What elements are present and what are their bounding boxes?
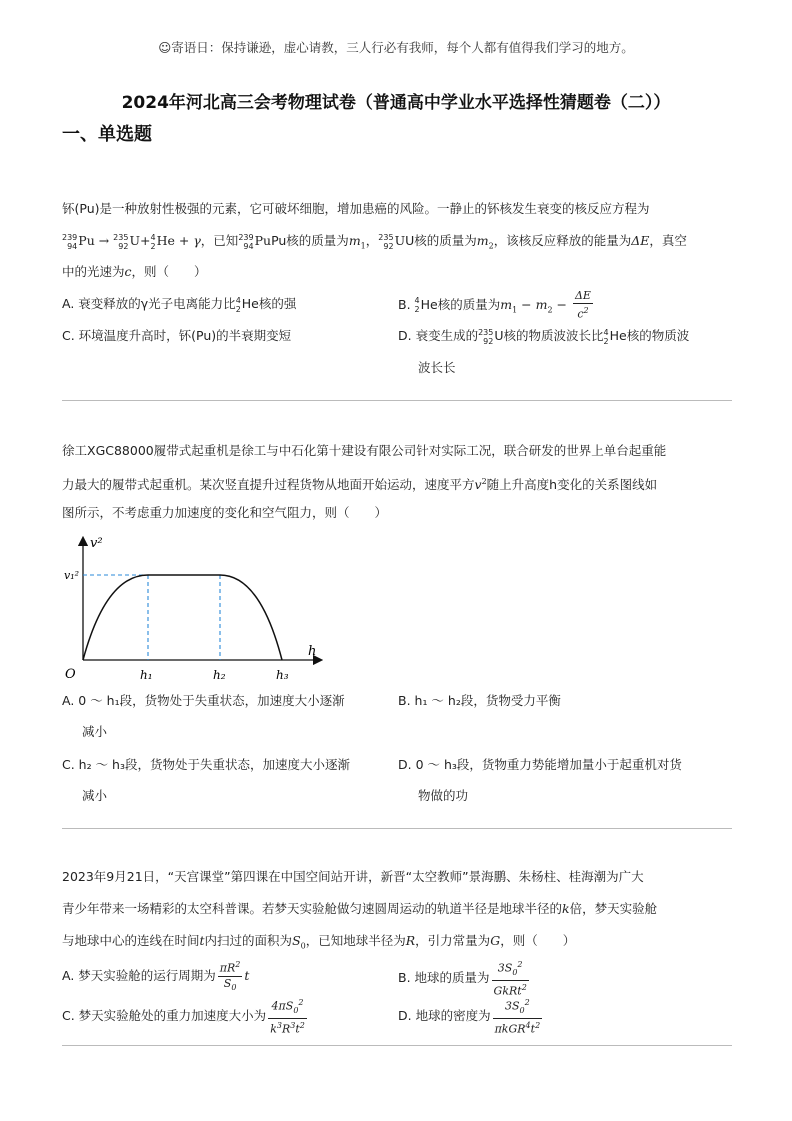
v2-h-graph [60, 533, 330, 685]
he-symbol: He [156, 233, 175, 248]
m1-symbol: m [348, 233, 361, 248]
gamma-symbol: γ [193, 233, 201, 248]
q2-option-c-line2: 减小 [82, 788, 108, 803]
y-axis-label: v² [90, 536, 103, 551]
q3-option-b[interactable] [398, 958, 531, 999]
q3-line2b: 倍，梦天实验舱 [569, 901, 658, 916]
q1-then: ，则（ ） [131, 264, 207, 279]
q1-option-c[interactable]: C. 环境温度升高时，钚(Pu)的半衰期变短 [62, 328, 292, 343]
q2-option-d[interactable]: D. 0 ～ h₃段，货物重力势能增加量小于起重机对货 [398, 757, 682, 772]
x-tick-h2: h₂ [213, 668, 226, 682]
q1-option-d-tail: He核的物质波 [609, 328, 690, 343]
q1-option-d-mid: U核的物质波波长比 [494, 328, 604, 343]
q1-line1: 钚(Pu)是一种放射性极强的元素，它可破坏细胞，增加患癌的风险。一静止的钚核发生衰变的核反应方程为 [62, 201, 650, 216]
q1-line3 [62, 257, 734, 287]
q1-line3-text: 中的光速为 [62, 264, 125, 279]
q2-line3: 图所示，不考虑重力加速度的变化和空气阻力，则（ ） [62, 505, 388, 520]
q3-line3e: ，则（ ） [500, 933, 576, 948]
q3-b-fraction: $\frac{3S_0^2}{GkRt^2}$ [493, 960, 527, 998]
series-curve [83, 575, 282, 660]
c-symbol: c [124, 264, 132, 279]
g-symbol: G [490, 933, 501, 948]
q1-u-mass-text: U核的质量为 [405, 233, 477, 248]
q1-option-b-label: B. [398, 296, 415, 312]
motto-line: ☺寄语日：保持谦逊，虚心请教，三人行必有我师，每个人都有值得我们学习的地方。 [158, 40, 634, 55]
k-symbol: k [562, 901, 570, 916]
divider-2 [62, 828, 732, 829]
q1-option-d[interactable]: D. 衰变生成的235 92U核的物质波波长比4 2He核的物质波 [398, 327, 690, 346]
q3-option-d-text: D. 地球的密度为 [398, 1007, 491, 1023]
q1-line2: 239 94Pu → 235 92U+4 2He + γ，已知239 94PuPu核的质量为$m_1$，235 92UU核的质量为$m_2$，该核反应释放的能量为ΔE，真空 [62, 232, 687, 251]
origin-label: O [65, 667, 76, 682]
q3-line1: 2023年9月21日，“天宫课堂”第四课在中国空间站开讲，新晋“太空教师”景海鹏、朱杨柱、桂海潮为广大 [62, 869, 644, 884]
x-tick-h1: h₁ [140, 668, 153, 682]
q3-line3b: 内扫过的面积为 [204, 933, 293, 948]
q2-line2b: 随上升高度h变化的关系图线如 [486, 477, 658, 493]
q3-option-a-text: A. 梦天实验舱的运行周期为 [62, 967, 216, 983]
q2-line2a: 力最大的履带式起重机。某次竖直提升过程货物从地面开始运动，速度平方 [62, 477, 475, 493]
exam-title: 2024年河北高三会考物理试卷（普通高中学业水平选择性猜题卷（二）） [121, 93, 671, 113]
pu-symbol: Pu [78, 233, 95, 248]
q2-line2: 力最大的履带式起重机。某次竖直提升过程货物从地面开始运动，速度平方$v^2$随上升高度h变化的关系图线如 [62, 477, 658, 493]
q1-release-text: ，该核反应释放的能量为 [493, 233, 632, 248]
q1-option-b[interactable]: B. 4 2He核的质量为$m_1 - m_2$ − $\frac{\Delta E}{c^2}$ [398, 289, 591, 321]
s0-symbol: S [292, 933, 301, 948]
q1-vacuum-text: ，真空 [649, 233, 687, 248]
q2-option-d-line2: 物做的功 [418, 788, 469, 803]
delta-e-symbol: ΔE [631, 233, 650, 248]
q3-option-d[interactable] [398, 996, 544, 1037]
u-symbol: U [129, 233, 140, 248]
q2-option-b[interactable]: B. h₁ ～ h₂段，货物受力平衡 [398, 693, 561, 708]
t-symbol: t [199, 933, 205, 948]
q1-option-b-text: He核的质量为 [420, 296, 501, 312]
divider-3 [62, 1045, 732, 1046]
q3-a-fraction: $\frac{\pi R^2}{S_0}$ [219, 960, 241, 992]
q3-line2a: 青少年带来一场精彩的太空科普课。若梦天实验舱做匀速圆周运动的轨道半径是地球半径的 [62, 901, 563, 916]
q3-option-c[interactable] [62, 996, 309, 1037]
q3-option-b-text: B. 地球的质量为 [398, 969, 490, 985]
q3-d-fraction: $\frac{3S_0^2}{\pi kGR^4t^2}$ [494, 998, 541, 1036]
q3-line2 [62, 894, 734, 924]
q1-option-d-line2: 波长长 [418, 360, 456, 375]
q1-pu-mass-text: Pu核的质量为 [271, 233, 349, 248]
pu-nuclide-numbers: 239 94 [62, 232, 78, 251]
q3-line3a: 与地球中心的连线在时间 [62, 933, 200, 948]
y-tick-v1sq: v₁² [64, 569, 80, 582]
q3-option-c-text: C. 梦天实验舱处的重力加速度大小为 [62, 1007, 267, 1023]
q1-known: ，已知 [200, 233, 239, 248]
q3-option-a[interactable]: A. 梦天实验舱的运行周期为 $\frac{\pi R^2}{S_0}$ t [62, 958, 249, 995]
q1-b-fraction: $\frac{\Delta E}{c^2}$ [574, 289, 591, 321]
q2-option-a[interactable]: A. 0 ～ h₁段，货物处于失重状态，加速度大小逐渐 [62, 693, 345, 708]
x-axis-label: h [308, 644, 317, 659]
q2-option-a-line2: 减小 [82, 724, 108, 739]
r-symbol: R [405, 933, 416, 948]
q1-option-d-text: D. 衰变生成的 [398, 328, 479, 343]
q3-line3: 与地球中心的连线在时间t内扫过的面积为$S_0$，已知地球半径为R，引力常量为G，则（ ） [62, 933, 576, 951]
q2-line1: 徐工XGC88000履带式起重机是徐工与中石化第十建设有限公司针对实际工况，联合研发的世界上单台起重能 [62, 443, 667, 458]
q3-line3d: ，引力常量为 [415, 933, 491, 948]
q2-option-c[interactable]: C. h₂ ～ h₃段，货物处于失重状态，加速度大小逐渐 [62, 757, 350, 772]
q1-option-a[interactable]: A. 衰变释放的γ光子电离能力比4 2He核的强 [62, 295, 297, 314]
divider-1 [62, 400, 732, 401]
q3-line3c: ，已知地球半径为 [305, 933, 406, 948]
section-heading: 一、单选题 [62, 124, 152, 145]
q1-option-a-text: A. 衰变释放的γ光子电离能力比 [62, 296, 236, 311]
q3-c-fraction: $\frac{4\pi S_0^2}{k^3R^3t^2}$ [270, 998, 305, 1036]
x-tick-h3: h₃ [276, 668, 289, 682]
q1-option-a-tail: He核的强 [241, 296, 297, 311]
